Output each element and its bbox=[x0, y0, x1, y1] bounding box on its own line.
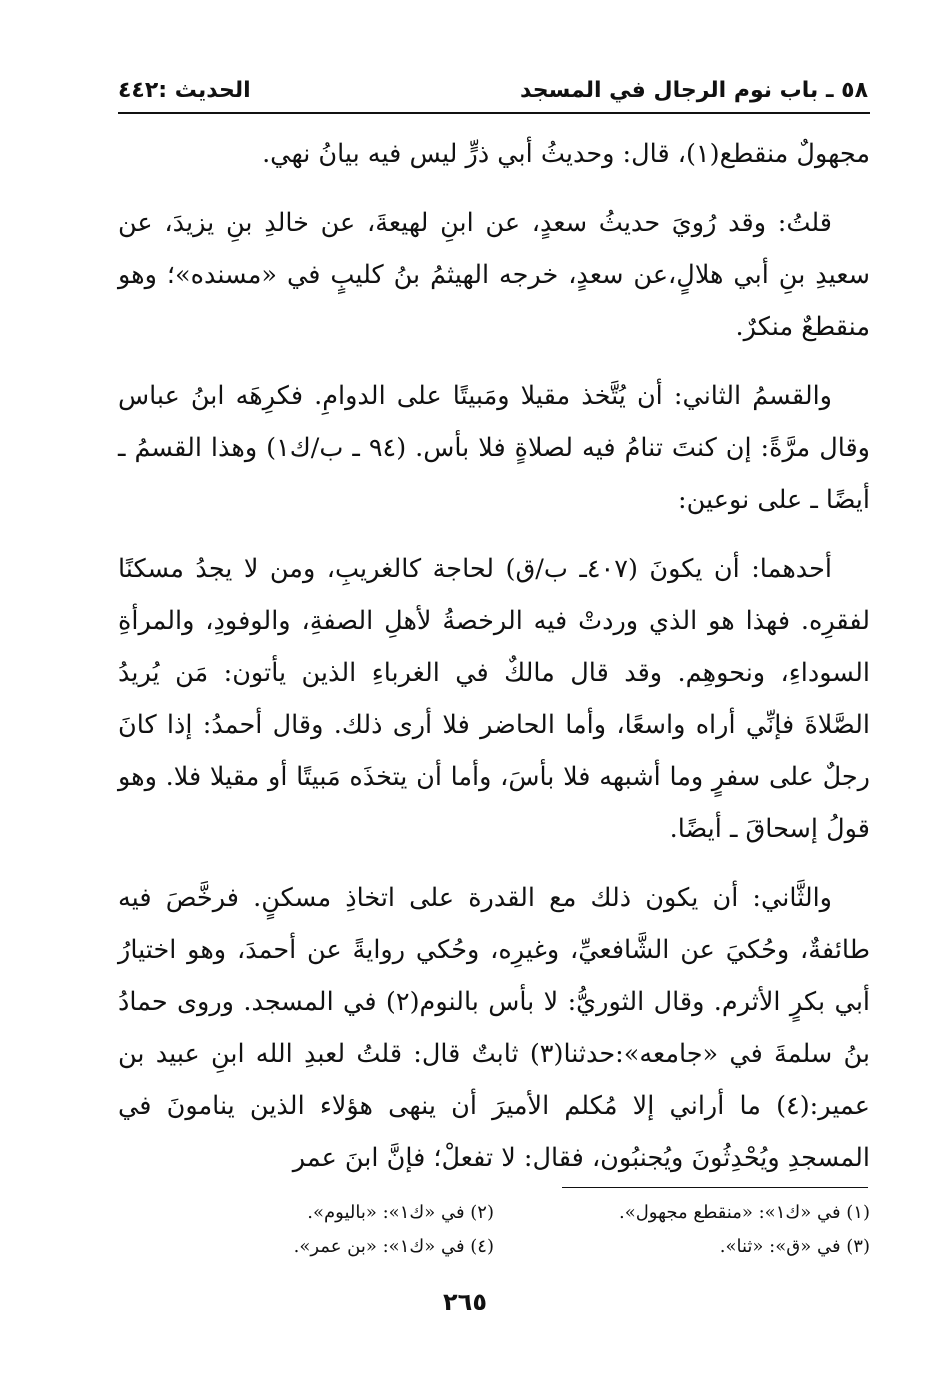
paragraph: أحدهما: أن يكونَ (٤٠٧ـ ب/ق) لحاجة كالغريبِ، ومن لا يجدُ مسكنًا لفقرِه. فهذا هو الذي وردتْ فيه الرخصةُ لأهلِ الصفةِ، والوفودِ، والمرأةِ السوداءِ، ونحوهِم. وقد قال مالكٌ في الغرباءِ الذين يأتون: مَن يُريدُ الصَّلاةَ فإنِّي أراه واسعًا، وأما الحاضر فلا أرى ذلك. وقال أحمدُ: إذا كانَ رجلٌ على سفرٍ وما أشبهه فلا بأسَ، وأما أن يتخذَه مَبيتًا أو مقيلا فلا. وهو قولُ إسحاقَ ـ أيضًا. bbox=[118, 554, 870, 844]
paragraph: مجهولٌ منقطع(١)، قال: وحديثُ أبي ذرٍّ ليس فيه بيانُ نهي. bbox=[262, 139, 870, 169]
footnote-divider bbox=[562, 1187, 868, 1188]
paragraph: والثَّاني: أن يكون ذلك مع القدرة على اتخاذِ مسكنٍ. فرخَّصَ فيه طائفةٌ، وحُكيَ عن الشَّافعيِّ، وغيرِه، وحُكي روايةً عن أحمدَ، وهو اختيارُ أبي بكرٍ الأثرم. وقال الثوريُّ: لا بأس بالنوم(٢) في المسجد. وروى حمادُ بنُ سلمةَ في «جامعه»:حدثنا(٣) ثابتٌ قال: قلتُ لعبدِ الله ابنِ عبيد بن عمير:(٤) ما أراني إلا مُكلم الأميرَ أن ينهى هؤلاء الذين ينامونَ في المسجدِ ويُحْدِثُونَ ويُجنبُون، فقال: لا تفعلْ؛ فإنَّ ابنَ عمر bbox=[118, 883, 870, 1173]
paragraph: والقسمُ الثاني: أن يُتَّخذ مقيلا ومَبيتًا على الدوامِ. فكرِهَه ابنُ عباس وقال مرَّةً: إن كنتَ تنامُ فيه لصلاةٍ فلا بأس. (٩٤ ـ ب/ك١) وهذا القسمُ ـ أيضًا ـ على نوعين: bbox=[118, 381, 870, 515]
paragraph: قلتُ: وقد رُويَ حديثُ سعدٍ، عن ابنِ لهيعةَ، عن خالدِ بنِ يزيدَ، عن سعيدِ بنِ أبي هلالٍ،عن سعدٍ، خرجه الهيثمُ بنُ كليبٍ في «مسنده»؛ وهو منقطعٌ منكرٌ. bbox=[118, 208, 870, 342]
footnote: (٢) في «ك١»: «باليوم». bbox=[307, 1202, 494, 1223]
footnote: (٣) في «ق»: «ثنا». bbox=[719, 1236, 870, 1257]
header-divider bbox=[118, 112, 870, 114]
chapter-title: ٥٨ ـ باب نوم الرجال في المسجد bbox=[520, 78, 868, 103]
page-number: ٢٦٥ bbox=[443, 1288, 487, 1316]
footnotes bbox=[118, 1196, 870, 1264]
footnote-row bbox=[118, 1196, 870, 1230]
running-header bbox=[118, 70, 868, 110]
footnote: (٤) في «ك١»: «بن عمر». bbox=[293, 1236, 494, 1257]
footnote: (١) في «ك١»: «منقطع مجهول». bbox=[618, 1202, 870, 1223]
main-text bbox=[118, 128, 870, 1184]
footnote-row bbox=[118, 1230, 870, 1264]
hadith-label: الحديث :٤٤٢ bbox=[118, 78, 251, 103]
